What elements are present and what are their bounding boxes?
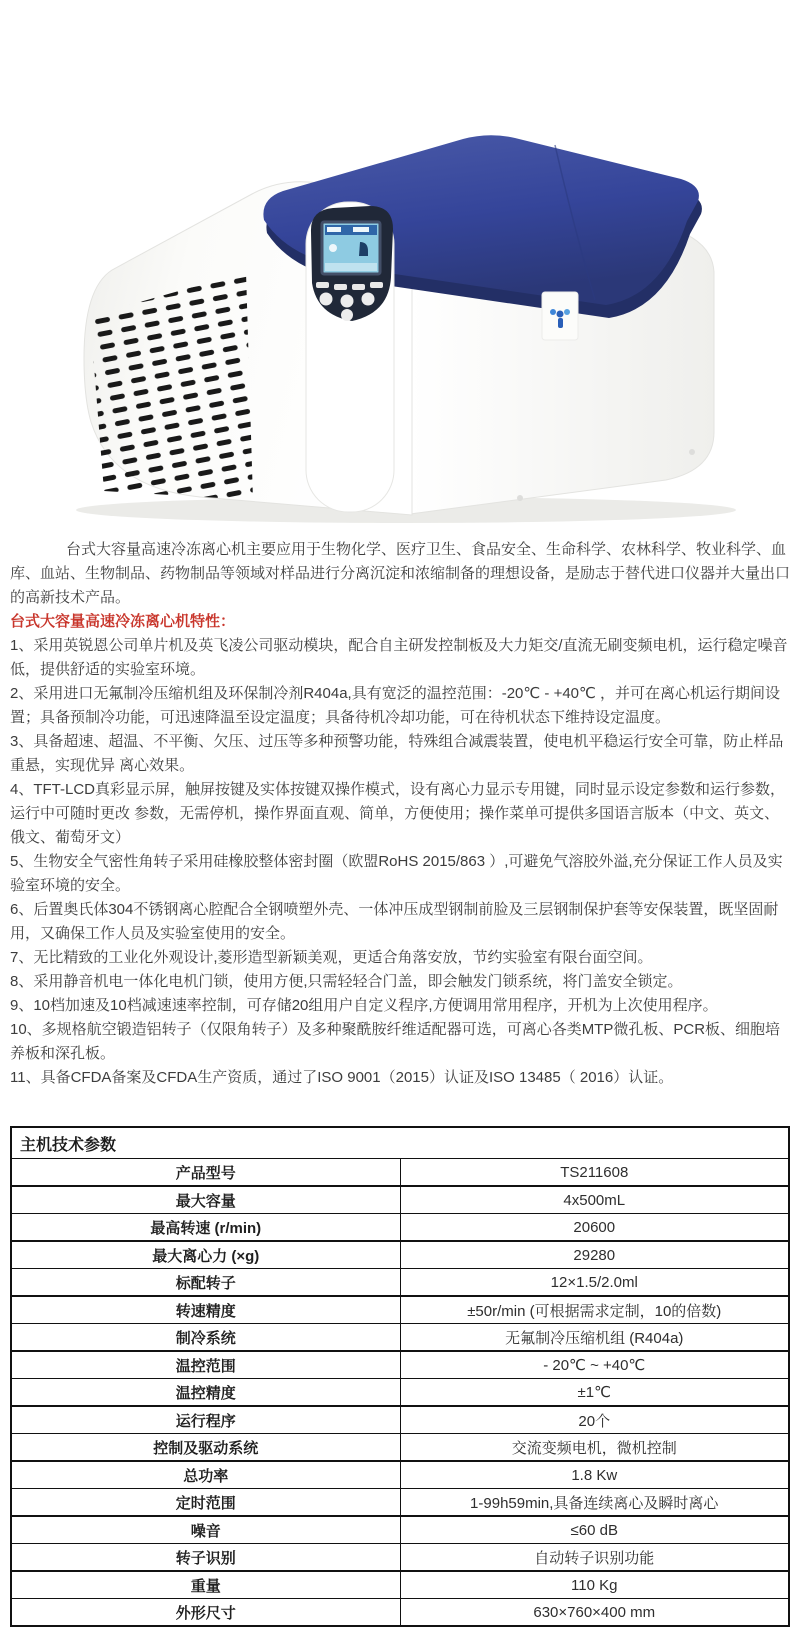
feature-item: 9、10档加速及10档减速速率控制，可存储20组用户自定义程序,方便调用常用程序，开机为上次使用程序。 (10, 997, 718, 1014)
spec-value: ±1℃ (400, 1379, 789, 1407)
feature-item: 5、生物安全气密性角转子采用硅橡胶整体密封圈（欧盟RoHS 2015/863 ）,可避免气溶胶外溢,充分保证工作人员及实验室环境的安全。 (10, 853, 783, 894)
spec-label: 最大离心力 (×g) (11, 1241, 400, 1269)
specs-table-title: 主机技术参数 (11, 1127, 789, 1159)
spec-value: 630×760×400 mm (400, 1599, 789, 1627)
spec-row (11, 1516, 789, 1544)
spec-row (11, 1186, 789, 1214)
spec-label: 定时范围 (11, 1489, 400, 1517)
spec-label: 温控范围 (11, 1351, 400, 1379)
spec-value: 4x500mL (400, 1186, 789, 1214)
spec-label: 噪音 (11, 1516, 400, 1544)
screw-dot (517, 495, 523, 501)
feature-item: 6、后置奥氏体304不锈钢离心腔配合全钢喷塑外壳、一体冲压成型钢制前脸及三层钢制保护套等安保装置，既坚固耐用，又确保工作人员及实验室使用的安全。 (10, 901, 779, 942)
specs-table (10, 1126, 790, 1627)
spec-row (11, 1406, 789, 1434)
product-photo (50, 100, 750, 530)
spec-value: - 20℃ ~ +40℃ (400, 1351, 789, 1379)
spec-row (11, 1324, 789, 1352)
spec-label: 重量 (11, 1571, 400, 1599)
spec-row (11, 1489, 789, 1517)
spec-row (11, 1296, 789, 1324)
spec-row (11, 1351, 789, 1379)
spec-value: 110 Kg (400, 1571, 789, 1599)
feature-item: 1、采用英锐恩公司单片机及英飞凌公司驱动模块，配合自主研发控制板及大力矩交/直流无刷变频电机，运行稳定噪音低，提供舒适的实验室环境。 (10, 637, 788, 678)
spec-label: 最高转速 (r/min) (11, 1214, 400, 1242)
brand-logo (542, 292, 578, 340)
screw-dot (689, 449, 695, 455)
feature-item: 10、多规格航空锻造铝转子（仅限角转子）及多种聚酰胺纤维适配器可选，可离心各类MTP微孔板、PCR板、细胞培养板和深孔板。 (10, 1021, 781, 1062)
feature-item: 4、TFT-LCD真彩显示屏，触屏按键及实体按键双操作模式，设有离心力显示专用键，同时显示设定参数和运行参数，运行中可随时更改 参数，无需停机，操作界面直观、简单，方便使用；操作菜单可提供多国语言版本（中文、英文、俄文、葡萄牙文） (10, 781, 786, 846)
product-description (0, 538, 800, 1090)
feature-item: 8、采用静音机电一体化电机门锁，使用方便,只需轻轻合门盖，即会触发门锁系统，将门盖安全锁定。 (10, 973, 683, 990)
spec-label: 外形尺寸 (11, 1599, 400, 1627)
spec-value: 29280 (400, 1241, 789, 1269)
spec-row (11, 1269, 789, 1297)
spec-label: 标配转子 (11, 1269, 400, 1297)
intro-paragraph: 台式大容量高速冷冻离心机主要应用于生物化学、医疗卫生、食品安全、生命科学、农林科学、牧业科学、血库、血站、生物制品、药物制品等领域对样品进行分离沉淀和浓缩制备的理想设备，是励志于替代进口仪器并大量出口的高新技术产品。 (10, 541, 791, 606)
features-title: 台式大容量高速冷冻离心机特性： (10, 613, 236, 630)
feature-item: 2、采用进口无氟制冷压缩机组及环保制冷剂R404a,具有宽泛的温控范围：-20℃ - +40℃ ，并可在离心机运行期间设置；具备预制冷功能，可迅速降温至设定温度；具备待机冷却功能，可在待机状态下维持设定温度。 (10, 685, 781, 726)
spec-value: ≤60 dB (400, 1516, 789, 1544)
spec-label: 控制及驱动系统 (11, 1434, 400, 1462)
specs-section (10, 1126, 790, 1633)
control-panel (311, 206, 393, 321)
spec-row (11, 1434, 789, 1462)
spec-value: 无氟制冷压缩机组 (R404a) (400, 1324, 789, 1352)
spec-row (11, 1544, 789, 1572)
spec-value: ±50r/min (可根据需求定制，10的倍数) (400, 1296, 789, 1324)
spec-label: 转速精度 (11, 1296, 400, 1324)
spec-label: 总功率 (11, 1461, 400, 1489)
spec-value: 1.8 Kw (400, 1461, 789, 1489)
specs-table-header-row (11, 1127, 789, 1159)
feature-item: 11、具备CFDA备案及CFDA生产资质，通过了ISO 9001（2015）认证及ISO 13485（ 2016）认证。 (10, 1069, 674, 1086)
spec-row (11, 1159, 789, 1187)
spec-row (11, 1571, 789, 1599)
spec-value: 12×1.5/2.0ml (400, 1269, 789, 1297)
spec-label: 转子识别 (11, 1544, 400, 1572)
spec-label: 制冷系统 (11, 1324, 400, 1352)
centrifuge-illustration (50, 100, 750, 530)
spec-value: 1-99h59min,具备连续离心及瞬时离心 (400, 1489, 789, 1517)
spec-value: 交流变频电机，微机控制 (400, 1434, 789, 1462)
feature-item: 7、无比精致的工业化外观设计,菱形造型新颖美观，更适合角落安放，节约实验室有限台面空间。 (10, 949, 653, 966)
spec-row (11, 1214, 789, 1242)
spec-label: 温控精度 (11, 1379, 400, 1407)
spec-value: 20个 (400, 1406, 789, 1434)
lcd-screen (322, 222, 380, 274)
spec-label: 最大容量 (11, 1186, 400, 1214)
spec-value: 自动转子识别功能 (400, 1544, 789, 1572)
spec-value: TS211608 (400, 1159, 789, 1187)
spec-row (11, 1461, 789, 1489)
spec-value: 20600 (400, 1214, 789, 1242)
spec-label: 运行程序 (11, 1406, 400, 1434)
spec-row (11, 1379, 789, 1407)
spec-row (11, 1599, 789, 1627)
feature-item: 3、具备超速、超温、不平衡、欠压、过压等多种预警功能，特殊组合减震装置，使电机平稳运行安全可靠，防止样品重悬，实现优异 离心效果。 (10, 733, 784, 774)
spec-row (11, 1241, 789, 1269)
spec-label: 产品型号 (11, 1159, 400, 1187)
